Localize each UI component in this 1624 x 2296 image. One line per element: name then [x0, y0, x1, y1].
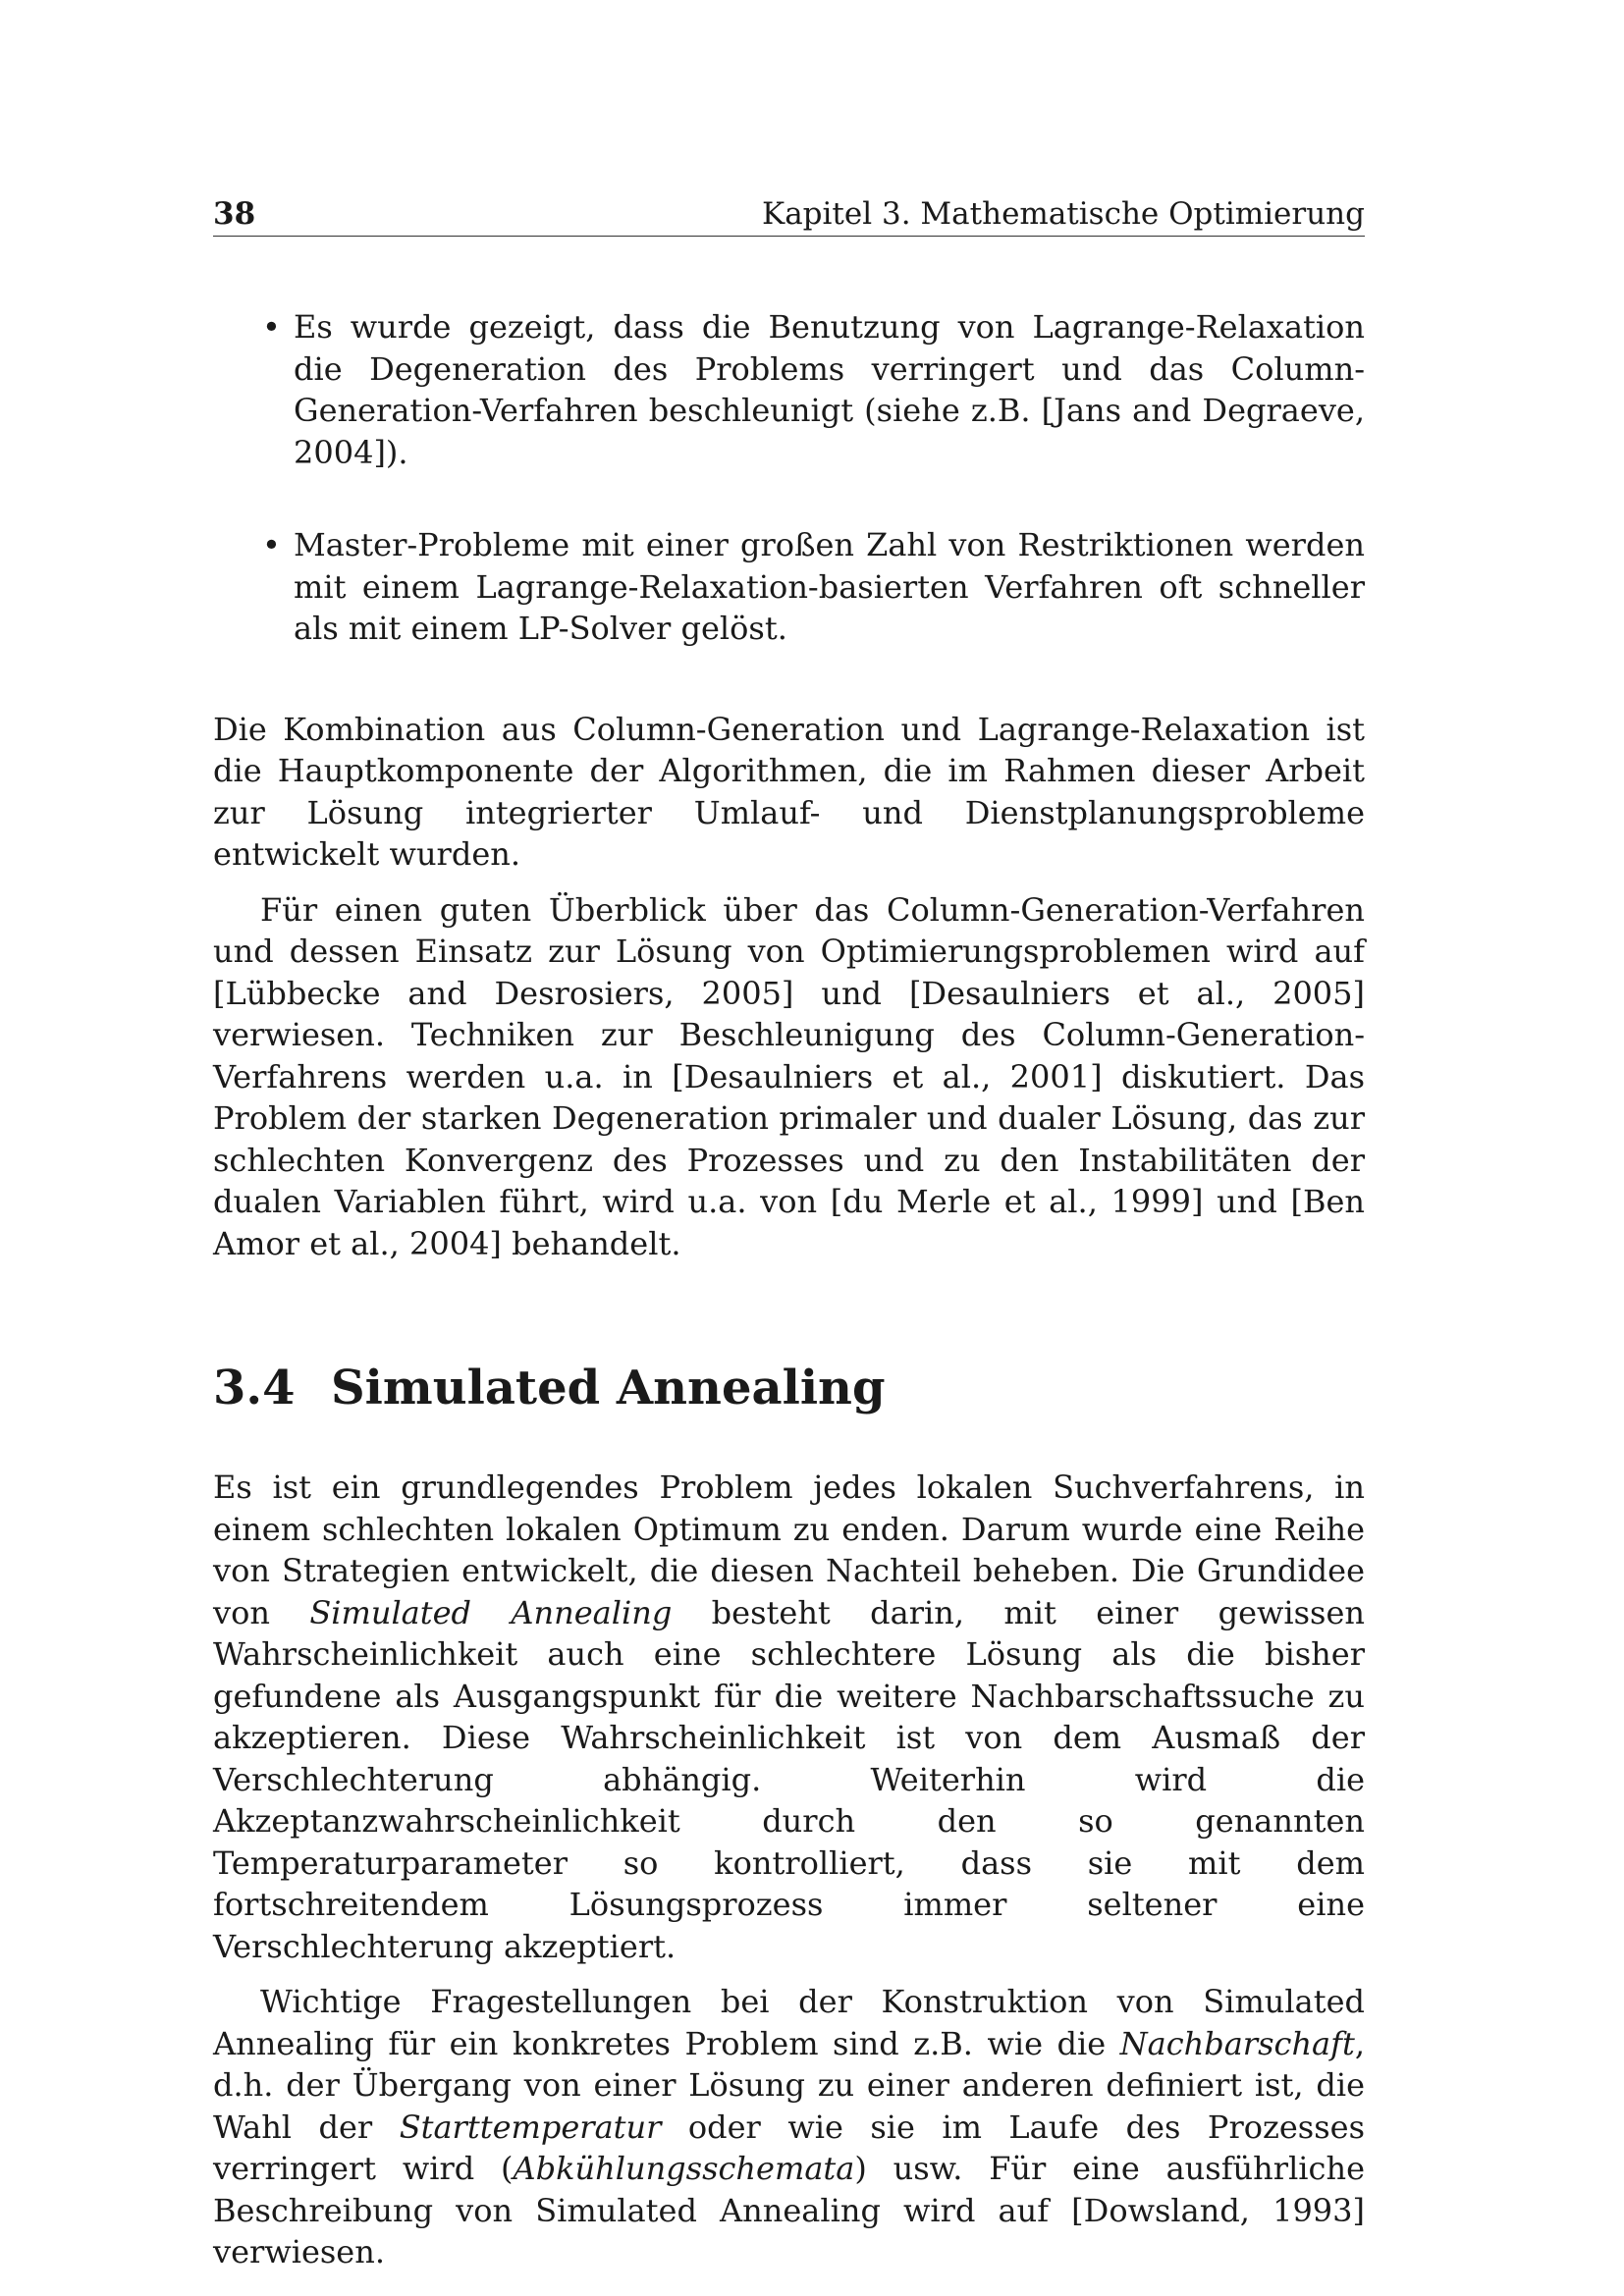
list-item: [213, 306, 1365, 473]
text-run: Es ist ein grundlegendes Problem jedes lokalen Suchverfahrens, in einem schlechten lokalen Optimum zu enden. Darum wurde eine Reihe von Strategien entwickelt, die diesen Nachteil beheben. Die Grundidee von: [213, 1468, 1365, 1631]
emphasis-term: Simulated Annealing: [309, 1593, 673, 1631]
section-heading: [213, 1359, 1365, 1417]
text-run: oder wie sie im Laufe des Prozesses verringert wird (: [213, 2108, 1366, 2187]
bullet-list: [213, 306, 1365, 650]
list-item: [213, 524, 1365, 650]
bullet-text: Es wurde gezeigt, dass die Benutzung von Lagrange-Relaxation die Degeneration des Problems verringert und das Column-Generation-Verfahren beschleunigt (siehe z.B. [Jans and Degraeve, 2004]).: [294, 308, 1365, 471]
section-number: 3.4: [213, 1361, 296, 1415]
emphasis-term: Nachbarschaft: [1119, 2024, 1355, 2062]
paragraph: Die Kombination aus Column-Generation und Lagrange-Relaxation ist die Hauptkomponente der Algorithmen, die im Rahmen dieser Arbeit zur Lösung integrierter Umlauf- und Dienstplanungsprobleme entwickelt wurden.: [213, 710, 1365, 873]
bullet-icon: •: [262, 526, 281, 563]
paragraph: Für einen guten Überblick über das Column-Generation-Verfahren und dessen Einsatz zur Lösung von Optimierungsproblemen wird auf [Lübbecke and Desrosiers, 2005] und [Desaulniers et al., 2005] verwiesen. Techniken zur Beschleunigung des Column-Generation-Verfahrens werden u.a. in [Desaulniers et al., 2001] diskutiert. Das Problem der starken Degeneration primaler und dualer Lösung, das zur schlechten Konvergenz des Prozesses und zu den Instabilitäten der dualen Variablen führt, wird u.a. von [du Merle et al., 1999] und [Ben Amor et al., 2004] behandelt.: [213, 890, 1365, 1262]
running-chapter-title: Kapitel 3. Mathematische Optimierung: [762, 196, 1365, 232]
page-header: [213, 192, 1365, 237]
text-run: Wichtige Fragestellungen bei der Konstruktion von Simulated Annealing für ein konkretes Problem sind z.B. wie die: [213, 1983, 1365, 2062]
paragraph: [213, 1467, 1365, 1967]
emphasis-term: Starttemperatur: [399, 2108, 662, 2146]
page-number: 38: [213, 196, 256, 232]
text-run: , d.h. der Übergang von einer Lösung zu einer anderen definiert ist, die Wahl der: [213, 2024, 1365, 2146]
body-text: [213, 306, 1365, 2273]
text-run: ) usw. Für eine ausführliche Beschreibung von Simulated Annealing wird auf [Dowsland, 1993] verwiesen.: [213, 2150, 1366, 2270]
bullet-text: Master-Probleme mit einer großen Zahl von Restriktionen werden mit einem Lagrange-Relaxation-basierten Verfahren oft schneller als mit einem LP-Solver gelöst.: [294, 526, 1365, 647]
bullet-icon: •: [262, 308, 281, 346]
section-title: Simulated Annealing: [331, 1361, 886, 1415]
emphasis-term: Abkühlungsschemata: [513, 2150, 855, 2187]
paragraph: [213, 1981, 1365, 2273]
text-run: besteht darin, mit einer gewissen Wahrscheinlichkeit auch eine schlechtere Lösung als die bisher gefundene als Ausgangspunkt für die weitere Nachbarschaftssuche zu akzeptieren. Diese Wahrscheinlichkeit ist von dem Ausmaß der Verschlechterung abhängig. Weiterhin wird die Akzeptanzwahrscheinlichkeit durch den so genannten Temperaturparameter so kontrolliert, dass sie mit dem fortschreitendem Lösungsprozess immer seltener eine Verschlechterung akzeptiert.: [213, 1593, 1366, 1965]
